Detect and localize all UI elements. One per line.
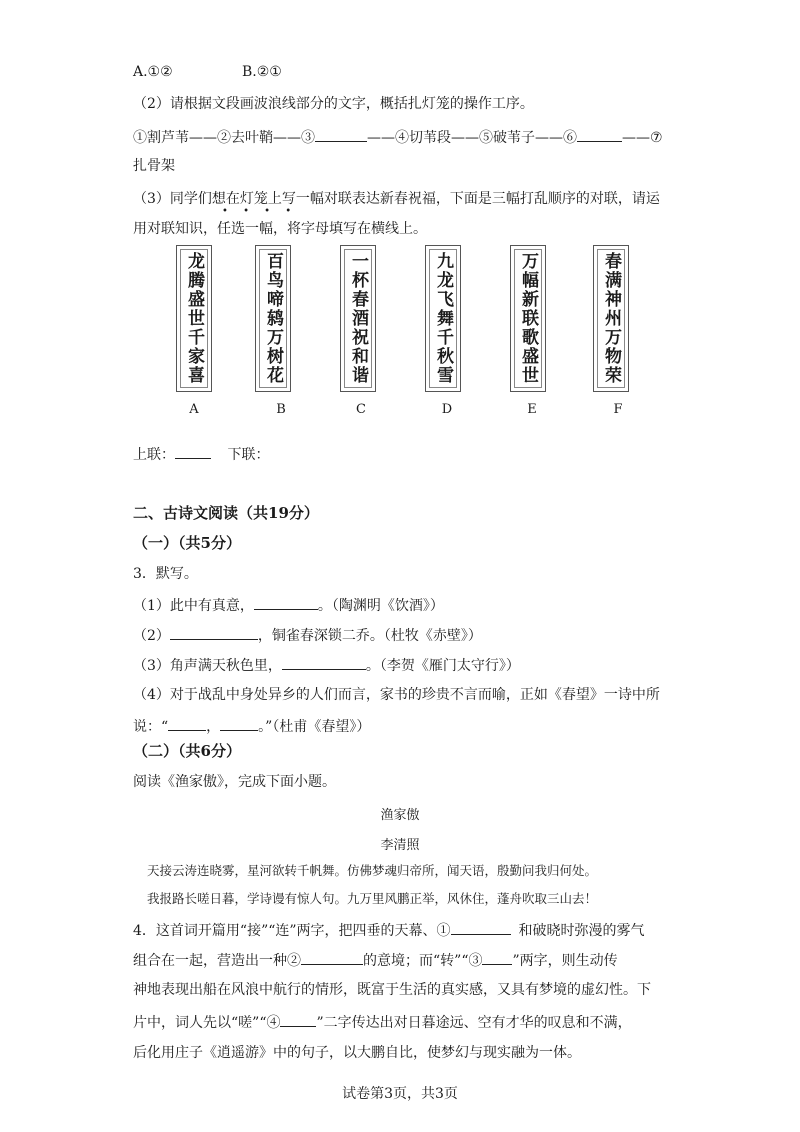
poem-title: 渔家傲: [380, 808, 420, 823]
option-row: [133, 63, 666, 81]
section2-sub1: （一）（共5分）: [133, 534, 241, 552]
couplet-label-c: C: [356, 402, 366, 417]
recite-4-line1: （4）对于战乱中身处异乡的人们而言，家书的珍贵不言而喻，正如《春望》一诗中所: [133, 687, 660, 703]
q4-line2: 组合在一起，营造出一种② 的意境；而“转”“③ ”两字，则生动传: [133, 950, 666, 970]
blank-step3[interactable]: [315, 127, 367, 142]
recite-2: （2） ，铜雀春深锁二乔。（杜牧《赤壁》）: [133, 625, 666, 645]
q2-steps-cont: 扎骨架: [133, 158, 175, 174]
couplet-a-text: 龙腾盛世千家喜: [180, 249, 208, 388]
couplet-b-text: 百鸟啼鸫万树花: [259, 249, 287, 388]
couplet-a: [176, 245, 212, 392]
couplet-label-a: A: [189, 402, 199, 417]
q4-line4: 片中，词人先以“嗟”“④ ”二字传达出对日暮途远、空有才华的叹息和不满，: [133, 1012, 666, 1032]
q4-line1: 4．这首词开篇用“接”“连”两字，把四垂的天幕、① 和破晓时弥漫的雾气: [133, 920, 666, 940]
couplet-c: [340, 245, 376, 392]
q3-title: 3．默写。: [133, 566, 198, 582]
emphasis-dots: • • • •: [222, 206, 298, 217]
answer-row: 上联： 下联：: [133, 444, 666, 464]
couplet-d-text: 九龙飞舞千秋雪: [429, 249, 457, 388]
option-b: B.②①: [242, 64, 282, 80]
couplet-b: [255, 245, 291, 392]
couplet-label-b: B: [276, 402, 286, 417]
blank-q4-2[interactable]: [301, 950, 363, 965]
recite-3: （3）角声满天秋色里， 。（李贺《雁门太守行》）: [133, 655, 666, 675]
couplet-f: [593, 245, 629, 392]
q2-steps: ①割芦苇——②去叶鞘——③ ——④切苇段——⑤破苇子——⑥ ——⑦: [133, 127, 666, 147]
blank-recite-1[interactable]: [254, 595, 318, 610]
poem-line-2: 我报路长嗟日暮，学诗谩有惊人句。九万里风鹏正举，风休住，蓬舟吹取三山去！: [147, 891, 598, 906]
blank-q4-4[interactable]: [280, 1012, 316, 1027]
couplet-f-text: 春满神州万物荣: [597, 249, 625, 388]
poem-line-1: 天接云涛连晓雾，星河欲转千帆舞。仿佛梦魂归帝所，闻天语，殷勤问我归何处。: [147, 863, 598, 878]
blank-recite-3[interactable]: [282, 655, 366, 670]
couplet-label-f: F: [613, 402, 623, 417]
couplet-c-text: 一杯春酒祝和谐: [344, 249, 372, 388]
blank-q4-1[interactable]: [451, 920, 511, 935]
q3-line1: （3）同学们想在灯笼上写一幅对联表达新春祝福，下面是三幅打乱顺序的对联，请运: [133, 191, 660, 207]
page-footer: 试卷第3页，共3页: [342, 1086, 458, 1102]
couplet-e: [510, 245, 546, 392]
option-a: A.①②: [133, 64, 173, 80]
blank-recite-4b[interactable]: [220, 716, 258, 731]
blank-recite-4a[interactable]: [168, 716, 206, 731]
blank-recite-2[interactable]: [170, 625, 258, 640]
q4-line5: 后化用庄子《逍遥游》中的句子，以大鹏自比，使梦幻与现实融为一体。: [133, 1045, 581, 1061]
blank-q4-3[interactable]: [482, 950, 512, 965]
section2-sub2: （二）（共6分）: [133, 742, 241, 760]
couplet-e-text: 万幅新联歌盛世: [514, 249, 542, 388]
q3-line2: 用对联知识，任选一幅，将字母填写在横线上。: [133, 221, 427, 237]
q4-line3: 神地表现出船在风浪中航行的情形，既富于生活的真实感，又具有梦境的虚幻性。下: [133, 982, 651, 998]
upper-answer-blank[interactable]: [175, 444, 211, 459]
blank-step6[interactable]: [577, 127, 622, 142]
recite-1: （1）此中有真意， 。（陶渊明《饮酒》）: [133, 595, 666, 615]
couplet-d: [425, 245, 461, 392]
section2-title: 二、古诗文阅读（共19分）: [133, 504, 319, 522]
couplet-label-d: D: [441, 402, 453, 417]
read-prompt: 阅读《渔家傲》，完成下面小题。: [133, 774, 336, 790]
recite-4-line2: 说：“ ， 。”（杜甫《春望》）: [133, 716, 666, 736]
q2-prompt: （2）请根据文段画波浪线部分的文字，概括扎灯笼的操作工序。: [133, 96, 534, 112]
couplet-label-e: E: [527, 402, 537, 417]
poem-author: 李清照: [380, 838, 420, 853]
